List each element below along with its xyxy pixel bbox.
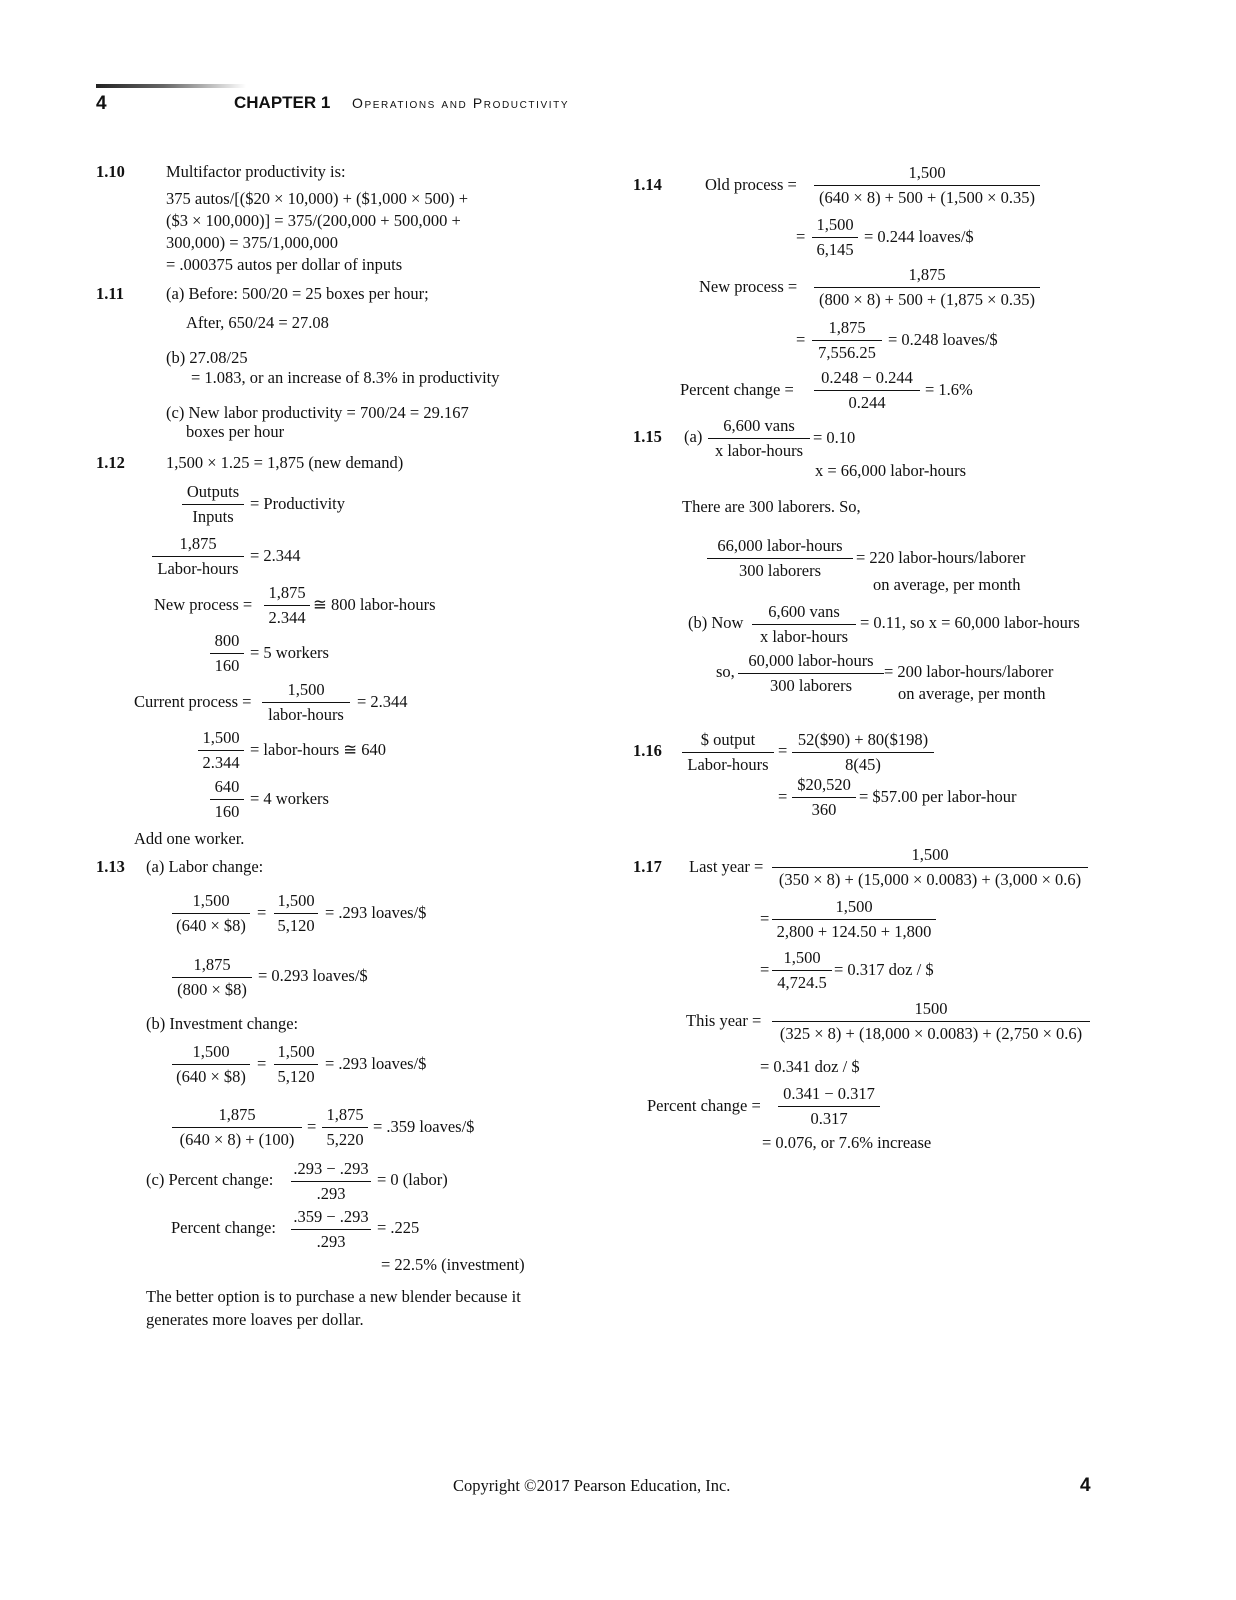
text-line: (b) 27.08/25 bbox=[166, 348, 248, 367]
text-line: ($3 × 100,000)] = 375/(200,000 + 500,000 + bbox=[166, 211, 461, 230]
text-line: 1,500 × 1.25 = 1,875 (new demand) bbox=[166, 453, 404, 472]
equation-result: = 0.10 bbox=[813, 428, 856, 447]
equals-sign: = bbox=[760, 909, 770, 928]
equation-label: (b) Now bbox=[688, 613, 744, 632]
fraction-numerator: 1,500 bbox=[835, 897, 873, 916]
equation-result: = .293 loaves/$ bbox=[325, 1054, 427, 1073]
equals-sign: = bbox=[257, 1054, 267, 1073]
equation-label: Percent change = bbox=[647, 1096, 761, 1115]
footer-page-number: 4 bbox=[1080, 1475, 1091, 1496]
fraction-numerator: 1,875 bbox=[326, 1105, 364, 1124]
fraction-denominator: Labor-hours bbox=[157, 559, 239, 578]
equation-result: = 1.6% bbox=[925, 380, 973, 399]
equation-result: = .225 bbox=[377, 1218, 420, 1237]
problem-number-1-17: 1.17 bbox=[633, 857, 662, 876]
fraction-numerator: 1,875 bbox=[268, 583, 306, 602]
text-line: After, 650/24 = 27.08 bbox=[186, 313, 329, 332]
equation-label: New process = bbox=[154, 595, 253, 614]
fraction-bar bbox=[682, 752, 774, 753]
equation-result: = 0.11, so x = 60,000 labor-hours bbox=[860, 613, 1080, 632]
equation-result: = 0.317 doz / $ bbox=[834, 960, 934, 979]
fraction-denominator: 6,145 bbox=[816, 240, 854, 259]
equation-result: x = 66,000 labor-hours bbox=[815, 461, 967, 480]
fraction-bar bbox=[738, 673, 884, 674]
fraction-denominator: 8(45) bbox=[845, 755, 881, 774]
equals-sign: = bbox=[796, 330, 806, 349]
fraction-bar bbox=[708, 438, 810, 439]
equals-sign: = bbox=[778, 741, 788, 760]
fraction-numerator: $ output bbox=[700, 730, 756, 749]
equation-result: = 0.076, or 7.6% increase bbox=[762, 1133, 932, 1152]
equation-label: This year = bbox=[686, 1011, 762, 1030]
fraction-numerator: 0.341 − 0.317 bbox=[783, 1084, 875, 1103]
fraction-bar bbox=[172, 913, 250, 914]
fraction-bar bbox=[812, 237, 858, 238]
equation-result: = 2.344 bbox=[357, 692, 408, 711]
equation-result: = 200 labor-hours/laborer bbox=[884, 662, 1054, 681]
fraction-denominator: 0.244 bbox=[848, 393, 886, 412]
fraction-numerator: 66,000 labor-hours bbox=[717, 536, 843, 555]
chapter-title: Operations and Productivity bbox=[352, 95, 570, 111]
text-line: 375 autos/[($20 × 10,000) + ($1,000 × 500) + bbox=[166, 189, 469, 208]
fraction-numerator: 1,875 bbox=[828, 318, 866, 337]
fraction-bar bbox=[291, 1229, 371, 1230]
equation-result: = 0 (labor) bbox=[377, 1170, 448, 1189]
fraction-numerator: 1,875 bbox=[218, 1105, 256, 1124]
equation-result: = .293 loaves/$ bbox=[325, 903, 427, 922]
header-page-number: 4 bbox=[96, 93, 107, 114]
equation-label: Percent change = bbox=[680, 380, 794, 399]
fraction-bar bbox=[322, 1127, 368, 1128]
equals-sign: = bbox=[257, 903, 267, 922]
fraction-denominator: (640 × 8) + (100) bbox=[179, 1130, 295, 1149]
text-line: There are 300 laborers. So, bbox=[682, 497, 861, 516]
fraction-bar bbox=[772, 867, 1088, 868]
equals-sign: = bbox=[796, 227, 806, 246]
fraction-numerator: .293 − .293 bbox=[293, 1159, 369, 1178]
fraction-numerator: 1,875 bbox=[908, 265, 946, 284]
fraction-denominator: 2.344 bbox=[202, 753, 240, 772]
equation-label: Percent change: bbox=[171, 1218, 276, 1237]
equation-result: = 22.5% (investment) bbox=[381, 1255, 525, 1274]
text-line: 300,000) = 375/1,000,000 bbox=[166, 233, 339, 252]
equation-result: = 4 workers bbox=[250, 789, 329, 808]
fraction-numerator: 1,500 bbox=[287, 680, 325, 699]
fraction-bar bbox=[262, 702, 350, 703]
fraction-denominator: .293 bbox=[316, 1184, 346, 1203]
fraction-denominator: 7,556.25 bbox=[818, 343, 876, 362]
fraction-denominator: (325 × 8) + (18,000 × 0.0083) + (2,750 × 0.6) bbox=[779, 1024, 1083, 1043]
chapter-label: CHAPTER 1 bbox=[234, 93, 331, 112]
problem-number-1-10: 1.10 bbox=[96, 162, 125, 181]
text-line: (a) Labor change: bbox=[146, 857, 264, 876]
fraction-denominator: 300 laborers bbox=[738, 561, 822, 580]
fraction-denominator: 160 bbox=[214, 802, 240, 821]
equation-label: New process = bbox=[699, 277, 798, 296]
fraction-bar bbox=[772, 970, 832, 971]
fraction-bar bbox=[772, 919, 936, 920]
fraction-denominator: 5,120 bbox=[277, 1067, 315, 1086]
fraction-numerator: 1,500 bbox=[192, 891, 230, 910]
fraction-numerator: 1,875 bbox=[179, 534, 217, 553]
fraction-denominator: x labor-hours bbox=[759, 627, 849, 646]
fraction-numerator: 0.248 − 0.244 bbox=[821, 368, 913, 387]
problem-number-1-16: 1.16 bbox=[633, 741, 662, 760]
fraction-bar bbox=[172, 977, 252, 978]
fraction-bar bbox=[274, 913, 318, 914]
fraction-bar bbox=[172, 1127, 302, 1128]
fraction-numerator: 1,500 bbox=[277, 891, 315, 910]
fraction-denominator: 300 laborers bbox=[769, 676, 853, 695]
problem-number-1-11: 1.11 bbox=[96, 284, 124, 303]
fraction-numerator: 1,500 bbox=[911, 845, 949, 864]
equation-result: = 5 workers bbox=[250, 643, 329, 662]
fraction-denominator: 0.317 bbox=[810, 1109, 848, 1128]
text-line: (a) Before: 500/20 = 25 boxes per hour; bbox=[166, 284, 429, 303]
equation-label: so, bbox=[716, 662, 735, 681]
fraction-numerator: 800 bbox=[214, 631, 240, 650]
fraction-bar bbox=[772, 1021, 1090, 1022]
fraction-numerator: 1,875 bbox=[193, 955, 231, 974]
fraction-bar bbox=[152, 556, 244, 557]
equation-result: = labor-hours ≅ 640 bbox=[250, 740, 386, 759]
equation-result: = 0.341 doz / $ bbox=[760, 1057, 860, 1076]
text-line: = .000375 autos per dollar of inputs bbox=[166, 255, 403, 274]
equation-result: = 220 labor-hours/laborer bbox=[856, 548, 1026, 567]
fraction-numerator: 1,500 bbox=[816, 215, 854, 234]
fraction-bar bbox=[814, 287, 1040, 288]
fraction-bar bbox=[752, 624, 856, 625]
equation-result: = 2.344 bbox=[250, 546, 301, 565]
fraction-numerator: 1,500 bbox=[202, 728, 240, 747]
fraction-denominator: (800 × 8) + 500 + (1,875 × 0.35) bbox=[819, 290, 1035, 309]
fraction-denominator: 5,220 bbox=[326, 1130, 364, 1149]
fraction-bar bbox=[792, 752, 934, 753]
footer-copyright: Copyright ©2017 Pearson Education, Inc. bbox=[453, 1476, 731, 1495]
equation-result: = Productivity bbox=[250, 494, 346, 513]
fraction-bar bbox=[814, 185, 1040, 186]
fraction-bar bbox=[210, 653, 244, 654]
text-line: generates more loaves per dollar. bbox=[146, 1310, 364, 1329]
fraction-numerator: 1,500 bbox=[783, 948, 821, 967]
fraction-denominator: labor-hours bbox=[268, 705, 344, 724]
text-line: Add one worker. bbox=[134, 829, 245, 848]
equation-label: (a) bbox=[684, 427, 703, 446]
fraction-numerator: 1,500 bbox=[908, 163, 946, 182]
fraction-bar bbox=[291, 1181, 371, 1182]
fraction-bar bbox=[198, 750, 244, 751]
fraction-numerator: 1,500 bbox=[277, 1042, 315, 1061]
problem-number-1-12: 1.12 bbox=[96, 453, 125, 472]
fraction-numerator: 1500 bbox=[914, 999, 948, 1018]
equation-result: on average, per month bbox=[873, 575, 1021, 594]
problem-number-1-13: 1.13 bbox=[96, 857, 125, 876]
fraction-bar bbox=[182, 504, 244, 505]
fraction-bar bbox=[792, 797, 856, 798]
problem-number-1-14: 1.14 bbox=[633, 175, 662, 194]
text-line: The better option is to purchase a new blender because it bbox=[146, 1287, 521, 1306]
fraction-bar bbox=[778, 1106, 880, 1107]
fraction-denominator: 2.344 bbox=[268, 608, 306, 627]
fraction-denominator: 360 bbox=[811, 800, 837, 819]
fraction-denominator: 160 bbox=[214, 656, 240, 675]
fraction-denominator: 5,120 bbox=[277, 916, 315, 935]
fraction-denominator: (350 × 8) + (15,000 × 0.0083) + (3,000 × 0.6) bbox=[778, 870, 1082, 889]
equation-label: Last year = bbox=[689, 857, 764, 876]
fraction-bar bbox=[264, 605, 310, 606]
fraction-bar bbox=[707, 558, 853, 559]
fraction-bar bbox=[814, 390, 920, 391]
fraction-denominator: .293 bbox=[316, 1232, 346, 1251]
equation-result: = 0.244 loaves/$ bbox=[864, 227, 974, 246]
equals-sign: = bbox=[778, 787, 788, 806]
fraction-bar bbox=[172, 1064, 250, 1065]
equation-result: = $57.00 per labor-hour bbox=[859, 787, 1017, 806]
equation-label: Old process = bbox=[705, 175, 797, 194]
fraction-denominator: Labor-hours bbox=[687, 755, 769, 774]
fraction-numerator: 60,000 labor-hours bbox=[748, 651, 874, 670]
text-line: boxes per hour bbox=[186, 422, 285, 441]
text-line: Multifactor productivity is: bbox=[166, 162, 346, 181]
fraction-bar bbox=[274, 1064, 318, 1065]
fraction-denominator: 4,724.5 bbox=[777, 973, 827, 992]
equation-label: Current process = bbox=[134, 692, 252, 711]
equation-result: = .359 loaves/$ bbox=[373, 1117, 475, 1136]
text-line: = 1.083, or an increase of 8.3% in productivity bbox=[191, 368, 500, 387]
fraction-numerator: 6,600 vans bbox=[723, 416, 795, 435]
equation-result: = 0.293 loaves/$ bbox=[258, 966, 368, 985]
fraction-denominator: 2,800 + 124.50 + 1,800 bbox=[776, 922, 932, 941]
fraction-numerator: .359 − .293 bbox=[293, 1207, 369, 1226]
problem-number-1-15: 1.15 bbox=[633, 427, 662, 446]
equation-label: (c) Percent change: bbox=[146, 1170, 274, 1189]
text-line: (c) New labor productivity = 700/24 = 29.167 bbox=[166, 403, 469, 422]
fraction-bar bbox=[210, 799, 244, 800]
text-line: (b) Investment change: bbox=[146, 1014, 299, 1033]
equation-result: ≅ 800 labor-hours bbox=[313, 595, 436, 614]
equation-result: = 0.248 loaves/$ bbox=[888, 330, 998, 349]
equals-sign: = bbox=[760, 960, 770, 979]
fraction-denominator: (640 × 8) + 500 + (1,500 × 0.35) bbox=[819, 188, 1035, 207]
equation-result: on average, per month bbox=[898, 684, 1046, 703]
fraction-numerator: $20,520 bbox=[797, 775, 851, 794]
fraction-numerator: Outputs bbox=[186, 482, 240, 501]
fraction-numerator: 640 bbox=[214, 777, 240, 796]
fraction-numerator: 52($90) + 80($198) bbox=[797, 730, 929, 749]
fraction-denominator: Inputs bbox=[192, 507, 234, 526]
fraction-denominator: (640 × $8) bbox=[176, 916, 246, 935]
fraction-denominator: (800 × $8) bbox=[177, 980, 247, 999]
fraction-numerator: 1,500 bbox=[192, 1042, 230, 1061]
fraction-numerator: 6,600 vans bbox=[768, 602, 840, 621]
fraction-denominator: (640 × $8) bbox=[176, 1067, 246, 1086]
equals-sign: = bbox=[307, 1117, 317, 1136]
fraction-bar bbox=[812, 340, 882, 341]
header-rule bbox=[96, 84, 246, 88]
fraction-denominator: x labor-hours bbox=[714, 441, 804, 460]
